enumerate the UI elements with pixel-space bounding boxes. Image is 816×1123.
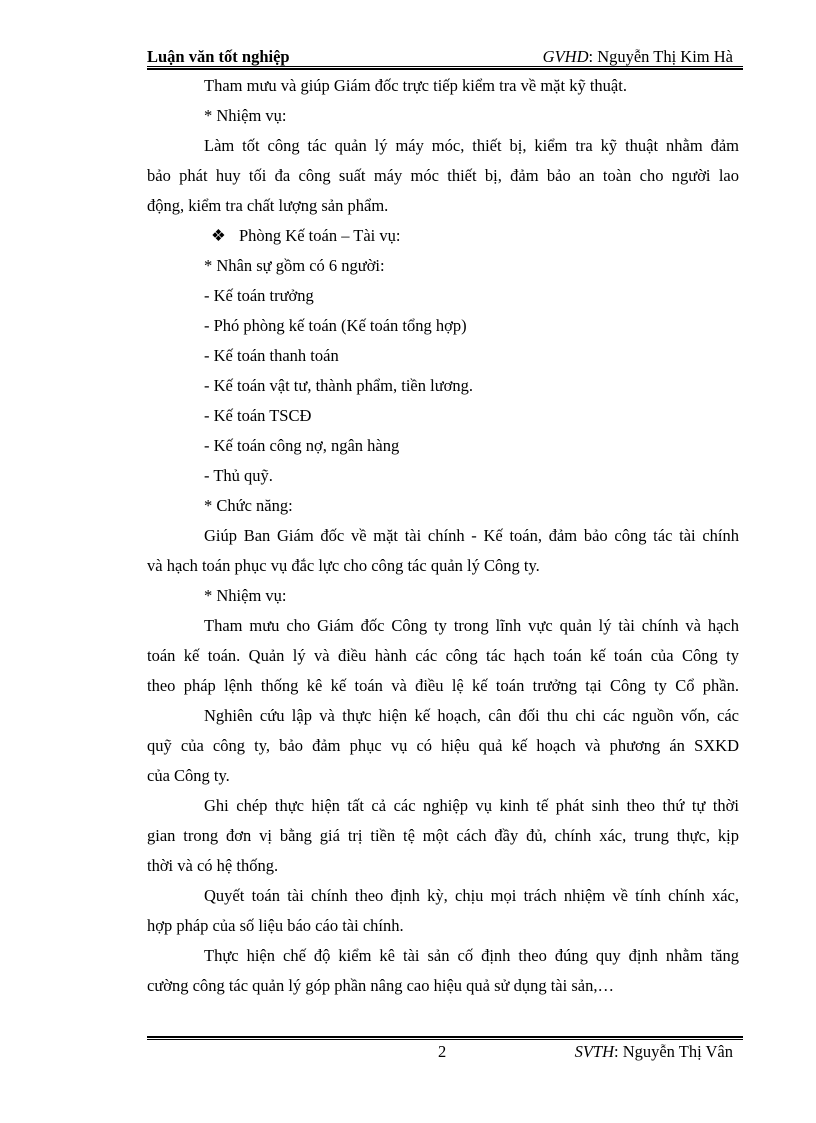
thesis-title: Luận văn tốt nghiệp xyxy=(147,47,290,66)
header-rule-thin xyxy=(147,66,743,67)
body-line: quỹ của công ty, bảo đảm phục vụ có hiệu quả kế hoạch và phương án SXKD xyxy=(147,736,739,755)
body-line: Giúp Ban Giám đốc về mặt tài chính - Kế toán, đảm bảo công tác tài chính xyxy=(204,526,739,545)
body-line: của Công ty. xyxy=(147,766,230,785)
page-number: 2 xyxy=(438,1042,447,1061)
body-line: gian trong đơn vị bằng giá trị tiền tệ một cách đầy đủ, chính xác, trung thực, kịp xyxy=(147,826,739,845)
section-heading: * Nhiệm vụ: xyxy=(204,106,287,125)
list-item: - Kế toán TSCĐ xyxy=(204,406,312,425)
department-heading xyxy=(211,221,400,251)
body-line: Nghiên cứu lập và thực hiện kế hoạch, cân đối thu chi các nguồn vốn, các xyxy=(204,706,739,725)
body-line: thời và có hệ thống. xyxy=(147,856,279,875)
footer-rule-thin xyxy=(147,1039,743,1040)
body-line: động, kiểm tra chất lượng sản phẩm. xyxy=(147,196,389,215)
body-line: toán kế toán. Quản lý và điều hành các công tác hạch toán kế toán của Công ty xyxy=(147,646,739,665)
supervisor-credit xyxy=(543,47,733,67)
section-heading: * Nhân sự gồm có 6 người: xyxy=(204,256,385,275)
section-heading: * Chức năng: xyxy=(204,496,293,515)
body-line: theo pháp lệnh thống kê kế toán và điều lệ kế toán trưởng tại Công ty Cổ phần. xyxy=(147,676,739,695)
footer-rule-thick xyxy=(147,1036,743,1038)
supervisor-label: GVHD xyxy=(542,47,589,66)
list-item: - Kế toán thanh toán xyxy=(204,346,339,365)
header-rule-thick xyxy=(147,68,743,70)
department-title: Phòng Kế toán – Tài vụ: xyxy=(239,226,401,245)
diamond-bullet-icon: ❖ xyxy=(211,226,226,245)
page-footer xyxy=(147,1036,743,1066)
body-line: Tham mưu cho Giám đốc Công ty trong lĩnh vực quản lý tài chính và hạch xyxy=(204,616,739,635)
body-line: bảo phát huy tối đa công suất máy móc thiết bị, đảm bảo an toàn cho người lao xyxy=(147,166,739,185)
body-line: Quyết toán tài chính theo định kỳ, chịu mọi trách nhiệm về tính chính xác, xyxy=(204,886,739,905)
body-line: Thực hiện chế độ kiểm kê tài sản cố định theo đúng quy định nhằm tăng xyxy=(204,946,739,965)
body-line: hợp pháp của số liệu báo cáo tài chính. xyxy=(147,916,404,935)
body-line: cường công tác quản lý góp phần nâng cao hiệu quả sử dụng tài sản,… xyxy=(147,976,614,995)
list-item: - Kế toán trưởng xyxy=(204,286,314,305)
list-item: - Thủ quỹ. xyxy=(204,466,273,485)
section-heading: * Nhiệm vụ: xyxy=(204,586,287,605)
student-credit xyxy=(575,1042,733,1062)
student-label: SVTH xyxy=(574,1042,614,1061)
body-line: Ghi chép thực hiện tất cả các nghiệp vụ kinh tế phát sinh theo thứ tự thời xyxy=(204,796,739,815)
body-line: Tham mưu và giúp Giám đốc trực tiếp kiểm tra về mặt kỹ thuật. xyxy=(204,76,627,95)
body-line: và hạch toán phục vụ đắc lực cho công tác quản lý Công ty. xyxy=(147,556,540,575)
list-item: - Phó phòng kế toán (Kế toán tổng hợp) xyxy=(204,316,467,335)
supervisor-name: : Nguyễn Thị Kim Hà xyxy=(588,47,733,66)
page-header xyxy=(147,47,743,69)
list-item: - Kế toán vật tư, thành phẩm, tiền lương. xyxy=(204,376,474,395)
body-line: Làm tốt công tác quản lý máy móc, thiết bị, kiểm tra kỹ thuật nhằm đảm xyxy=(204,136,739,155)
list-item: - Kế toán công nợ, ngân hàng xyxy=(204,436,400,455)
student-name: : Nguyễn Thị Vân xyxy=(613,1042,733,1061)
